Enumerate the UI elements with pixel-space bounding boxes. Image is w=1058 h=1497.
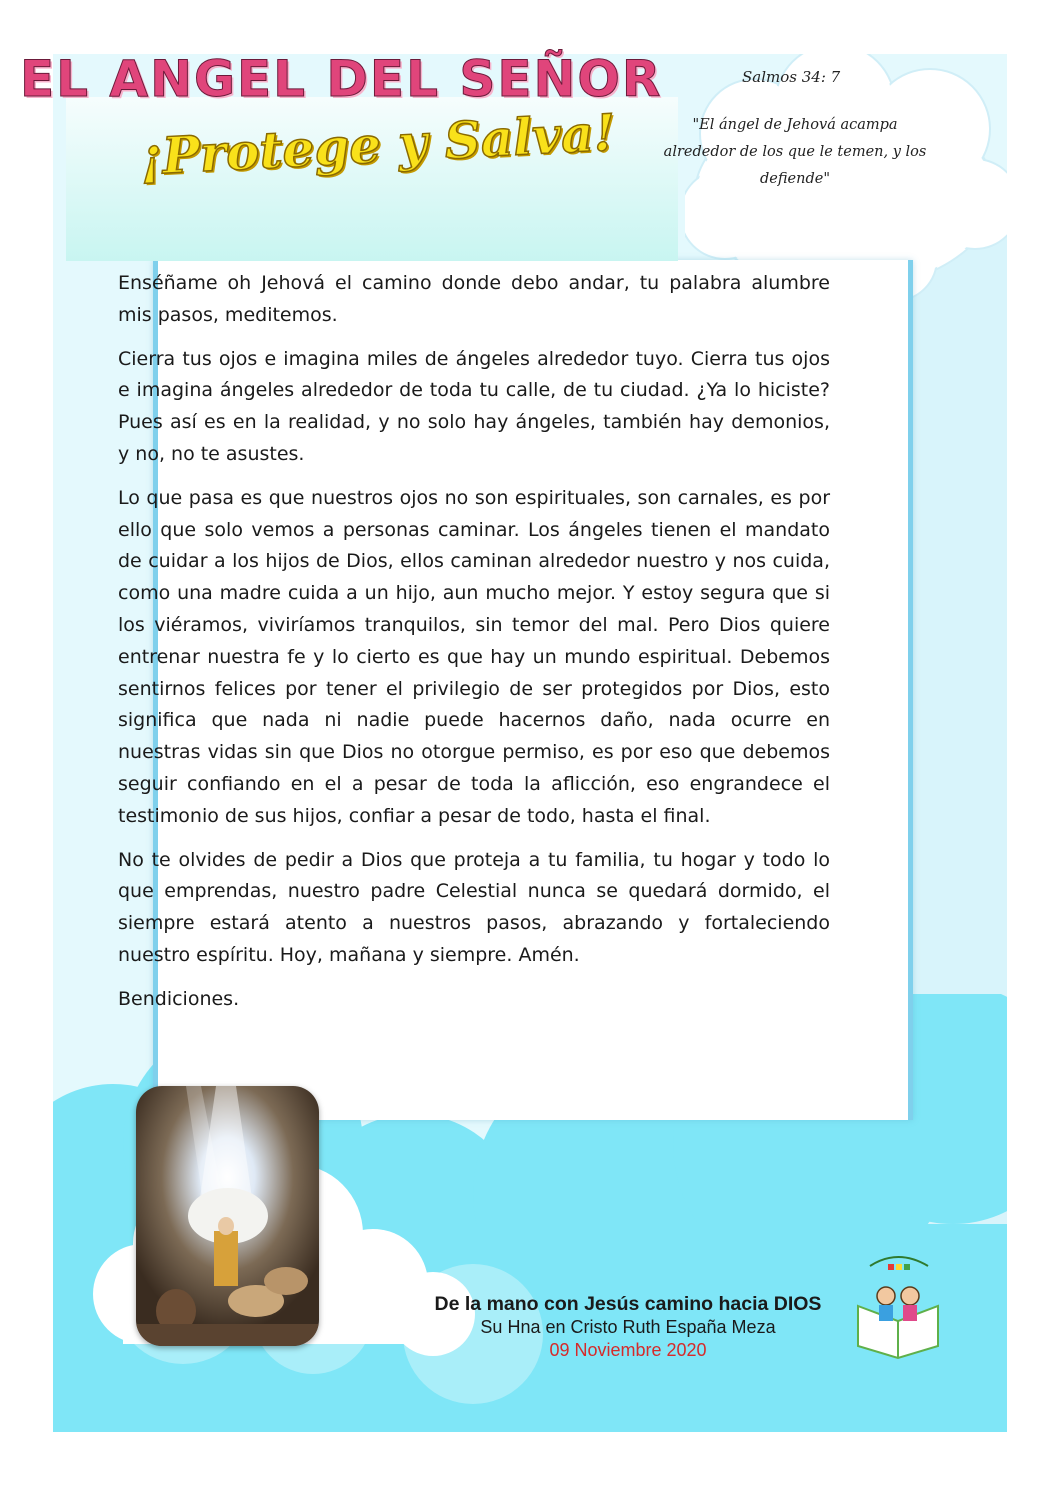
footer-author: Su Hna en Cristo Ruth España Meza: [480, 1317, 776, 1337]
footer-date: 09 Noviembre 2020: [549, 1340, 707, 1360]
paragraph: Enséñame oh Jehová el camino donde debo andar, tu palabra alumbre mis pasos, meditemos.: [118, 272, 830, 326]
paragraph: Bendiciones.: [118, 987, 240, 1010]
ministry-logo: [848, 1246, 948, 1362]
paragraph: No te olvides de pedir a Dios que proteja a tu familia, tu hogar y todo lo que emprendas, nuestro padre Celestial nunca se quedará dormido, el siempre estará atento a nuestros pasos, abrazando y fortaleciendo nuestro espíritu. Hoy, mañana y siempre. Amén.: [118, 848, 830, 966]
body-text: [118, 268, 830, 1028]
footer: [408, 1292, 848, 1362]
verse-text: "El ángel de Jehová acampa alrededor de los que le temen, y los defiende": [663, 117, 927, 187]
verse-reference: Salmos 34: 7: [742, 68, 841, 86]
page-title: EL ANGEL DEL SEÑOR: [20, 50, 663, 108]
paragraph: Cierra tus ojos e imagina miles de ángeles alrededor tuyo. Cierra tus ojos e imagina ángeles alrededor de toda tu calle, de tu ciudad. ¿Ya lo hiciste? Pues así es en la realidad, y no solo hay ángeles, también hay demonios, y no, no te asustes.: [118, 347, 830, 465]
angel-picture: [136, 1086, 319, 1346]
footer-slogan: De la mano con Jesús camino hacia DIOS: [434, 1293, 822, 1315]
page-subtitle: ¡Protege y Salva!: [138, 102, 617, 187]
paragraph: Lo que pasa es que nuestros ojos no son espirituales, son carnales, es por ello que solo vemos a personas caminar. Los ángeles tienen el mandato de cuidar a los hijos de Dios, ellos caminan alrededor nuestro y nos cuida, como una madre cuida a un hijo, aun mucho mejor. Y estoy segura que si los viéramos, viviríamos tranquilos, sin temor del mal. Pero Dios quiere entrenar nuestra fe y lo cierto es que hay un mundo espiritual. Debemos sentirnos felices por tener el privilegio de ser protegidos por Dios, esto significa que nada ni nadie puede hacernos daño, nada ocurre en nuestras vidas sin que Dios no otorgue permiso, es por eso que debemos seguir confiando en el a pesar de toda la aflicción, eso engrandece el testimonio de sus hijos, confiar a pesar de todo, hasta el final.: [118, 486, 830, 827]
